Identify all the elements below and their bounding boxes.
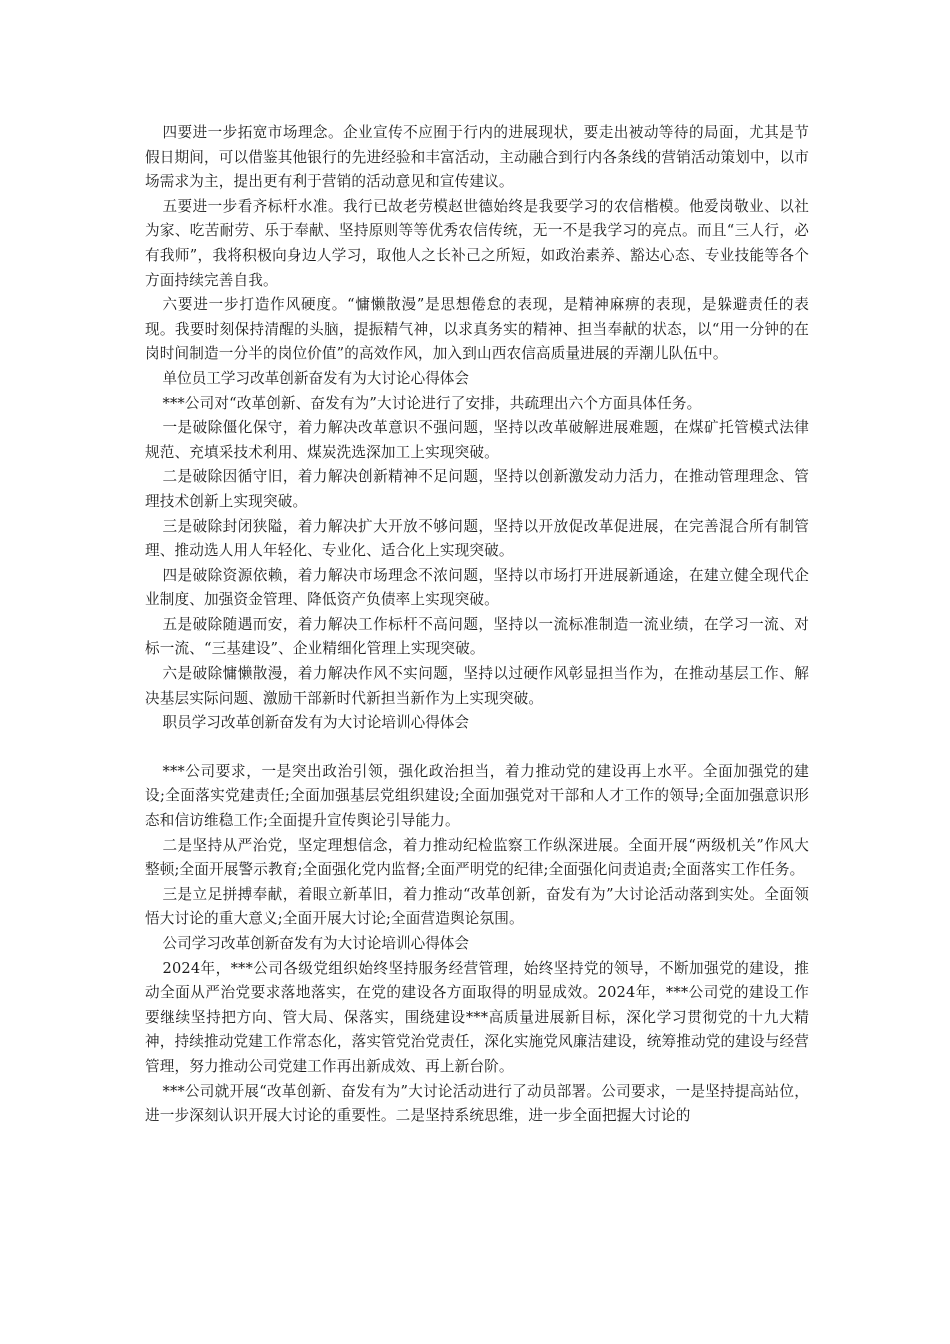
paragraph: 二是坚持从严治党，坚定理想信念，着力推动纪检监察工作纵深进展。全面开展“两级机关”作风大整顿;全面开展警示教育;全面强化党内监督;全面严明党的纪律;全面强化问责追责;全面落实工作任务。: [145, 836, 809, 879]
section-title: 公司学习改革创新奋发有为大讨论培训心得体会: [162, 935, 469, 952]
paragraph: 三是立足拼搏奉献，着眼立新革旧，着力推动“改革创新，奋发有为”大讨论活动落到实处。全面领悟大讨论的重大意义;全面开展大讨论;全面营造舆论氛围。: [145, 885, 809, 928]
paragraph: 2024年，***公司各级党组织始终坚持服务经营管理，始终坚持党的领导，不断加强党的建设，推动全面从严治党要求落地落实，在党的建设各方面取得的明显成效。2024年，***公司党的建设工作要继续坚持把方向、管大局、保落实，围绕建设***高质量进展新目标，深化学习贯彻党的十九大精神，持续推动党建工作常态化，落实管党治党责任，深化实施党风廉洁建设，统筹推动党的建设与经营管理，努力推动公司党建工作再出新成效、再上新台阶。: [145, 959, 809, 1075]
paragraph: 一是破除僵化保守，着力解决改革意识不强问题，坚持以改革破解进展难题，在煤矿托管模式法律规范、充填采技术利用、煤炭洗选深加工上实现突破。: [145, 419, 809, 461]
blank-line: [145, 736, 809, 760]
section-company-training: [145, 932, 809, 1129]
paragraph: 四要进一步拓宽市场理念。企业宣传不应囿于行内的进展现状，要走出被动等待的局面，尤其是节假日期间，可以借鉴其他银行的先进经验和丰富活动，主动融合到行内各条线的营销活动策划中，以市场需求为主，提出更有利于营销的活动意见和宣传建议。: [145, 124, 809, 191]
section-unit-staff: [145, 367, 809, 711]
section-title: 单位员工学习改革创新奋发有为大讨论心得体会: [162, 369, 469, 387]
paragraph: 五要进一步看齐标杆水准。我行已故老劳模赵世德始终是我要学习的农信楷模。他爱岗敬业、以社为家、吃苦耐劳、乐于奉献、坚持原则等等优秀农信传统，无一不是我学习的亮点。而且“三人行，必有我师”，我将积极向身边人学习，取他人之长补己之所短，如政治素养、豁达心态、专业技能等各个方面持续完善自我。: [145, 197, 809, 289]
paragraph: 四是破除资源依赖，着力解决市场理念不浓问题，坚持以市场打开进展新通途，在建立健全现代企业制度、加强资金管理、降低资产负债率上实现突破。: [145, 566, 809, 609]
paragraph: 六要进一步打造作风硬度。“慵懒散漫”是思想倦怠的表现，是精神麻痹的表现，是躲避责任的表现。我要时刻保持清醒的头脑，提振精气神，以求真务实的精神、担当奉献的状态，以“用一分钟的在岗时间制造一分半的岗位价值”的高效作风，加入到山西农信高质量进展的弄潮儿队伍中。: [145, 296, 809, 363]
document-page: [145, 121, 809, 1129]
paragraph: 二是破除因循守旧，着力解决创新精神不足问题，坚持以创新激发动力活力，在推动管理理念、管理技术创新上实现突破。: [145, 468, 809, 510]
paragraph: ***公司就开展“改革创新、奋发有为”大讨论活动进行了动员部署。公司要求，一是坚持提高站位，进一步深刻认识开展大讨论的重要性。二是坚持系统思维，进一步全面把握大讨论的: [145, 1082, 809, 1125]
paragraph: 三是破除封闭狭隘，着力解决扩大开放不够问题，坚持以开放促改革促进展，在完善混合所有制管理、推动选人用人年轻化、专业化、适合化上实现突破。: [145, 517, 809, 560]
paragraph: 五是破除随遇而安，着力解决工作标杆不高问题，坚持以一流标准制造一流业绩，在学习一流、对标一流、“三基建设”、企业精细化管理上实现突破。: [145, 615, 809, 658]
paragraph: ***公司要求，一是突出政治引领，强化政治担当，着力推动党的建设再上水平。全面加强党的建设;全面落实党建责任;全面加强基层党组织建设;全面加强党对干部和人才工作的领导;全面加强意识形态和信访维稳工作;全面提升宣传舆论引导能力。: [145, 762, 809, 830]
paragraph: ***公司对“改革创新、奋发有为”大讨论进行了安排，共疏理出六个方面具体任务。: [162, 394, 702, 412]
section-work-tasks: [145, 121, 809, 367]
section-employee-training: [145, 711, 809, 932]
section-title: 职员学习改革创新奋发有为大讨论培训心得体会: [162, 714, 469, 732]
paragraph: 六是破除慵懒散漫，着力解决作风不实问题，坚持以过硬作风彰显担当作为，在推动基层工作、解决基层实际问题、激励干部新时代新担当新作为上实现突破。: [145, 665, 809, 707]
